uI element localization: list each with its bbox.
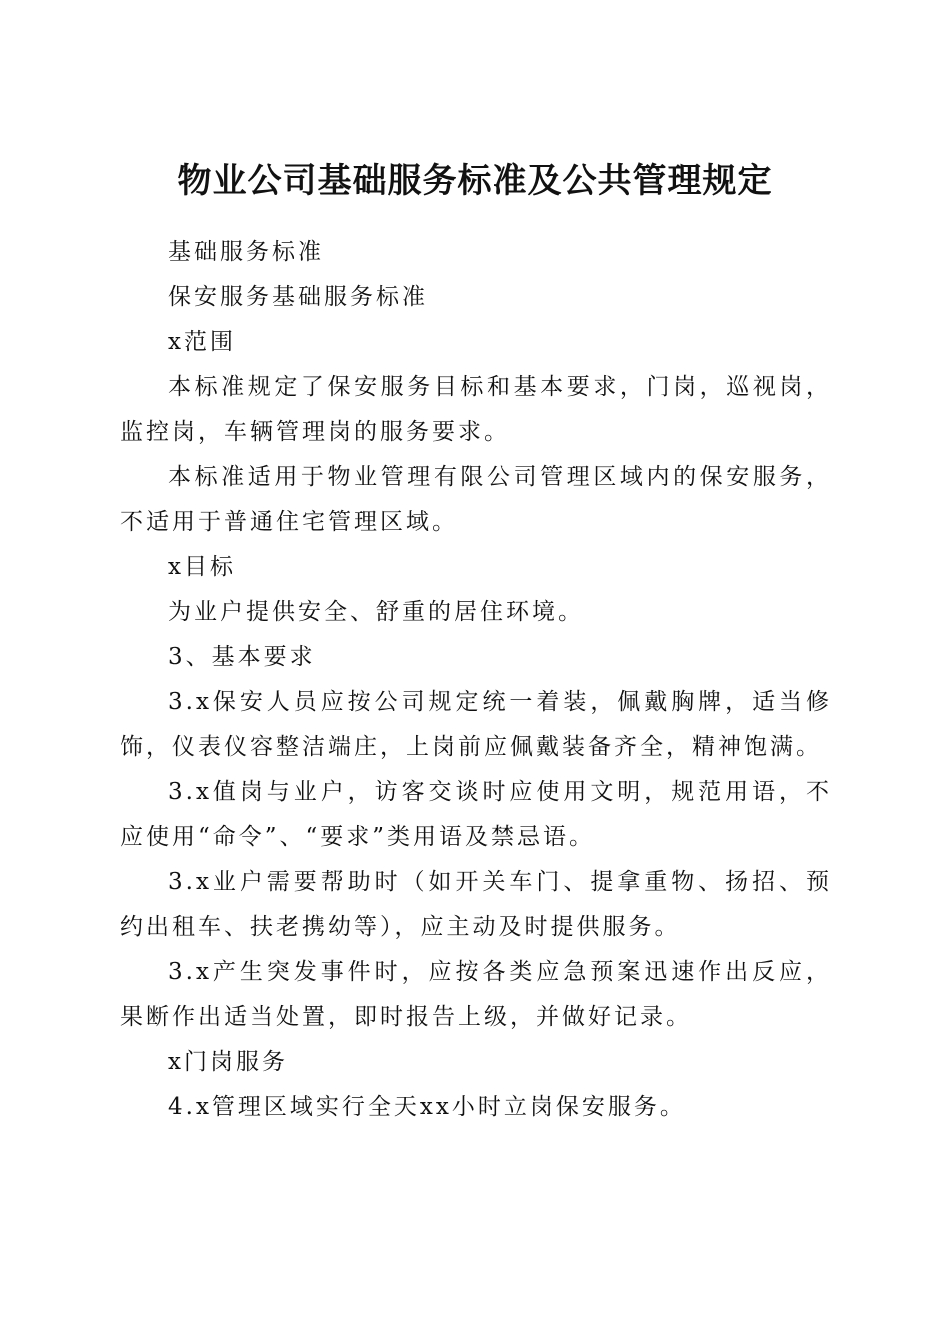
paragraph-scope-applicability: 本标准适用于物业管理有限公司管理区域内的保安服务，不适用于普通住宅管理区域。 (120, 464, 832, 535)
clause-heading-scope: x范围 (168, 329, 236, 355)
paragraph-requirement-language: 3.x值岗与业户，访客交谈时应使用文明，规范用语，不应使用“命令”、“要求”类用语及禁忌语。 (120, 779, 832, 850)
paragraph-requirement-emergency: 3.x产生突发事件时，应按各类应急预案迅速作出反应，果断作出适当处置，即时报告上级，并做好记录。 (120, 959, 832, 1030)
paragraph-requirement-attire: 3.x保安人员应按公司规定统一着装，佩戴胸牌，适当修饰，仪表仪容整洁端庄，上岗前应佩戴装备齐全，精神饱满。 (120, 689, 832, 760)
paragraph-goal: 为业户提供安全、舒重的居住环境。 (168, 599, 584, 625)
document-title: 物业公司基础服务标准及公共管理规定 (177, 160, 773, 201)
paragraph-gate-service-hours: 4.x管理区域实行全天xx小时立岗保安服务。 (168, 1094, 686, 1120)
clause-heading-goal: x目标 (168, 554, 236, 580)
clause-heading-basic-requirements: 3、基本要求 (168, 644, 316, 670)
paragraph-scope-definition: 本标准规定了保安服务目标和基本要求，门岗，巡视岗，监控岗，车辆管理岗的服务要求。 (120, 374, 832, 445)
document-body (120, 230, 832, 1130)
subsection-heading-security-standard: 保安服务基础服务标准 (168, 284, 428, 310)
section-heading-basic-standard: 基础服务标准 (168, 239, 324, 265)
paragraph-requirement-assistance: 3.x业户需要帮助时（如开关车门、提拿重物、扬招、预约出租车、扶老携幼等），应主动及时提供服务。 (120, 869, 832, 940)
clause-heading-gate-service: x门岗服务 (168, 1049, 288, 1075)
